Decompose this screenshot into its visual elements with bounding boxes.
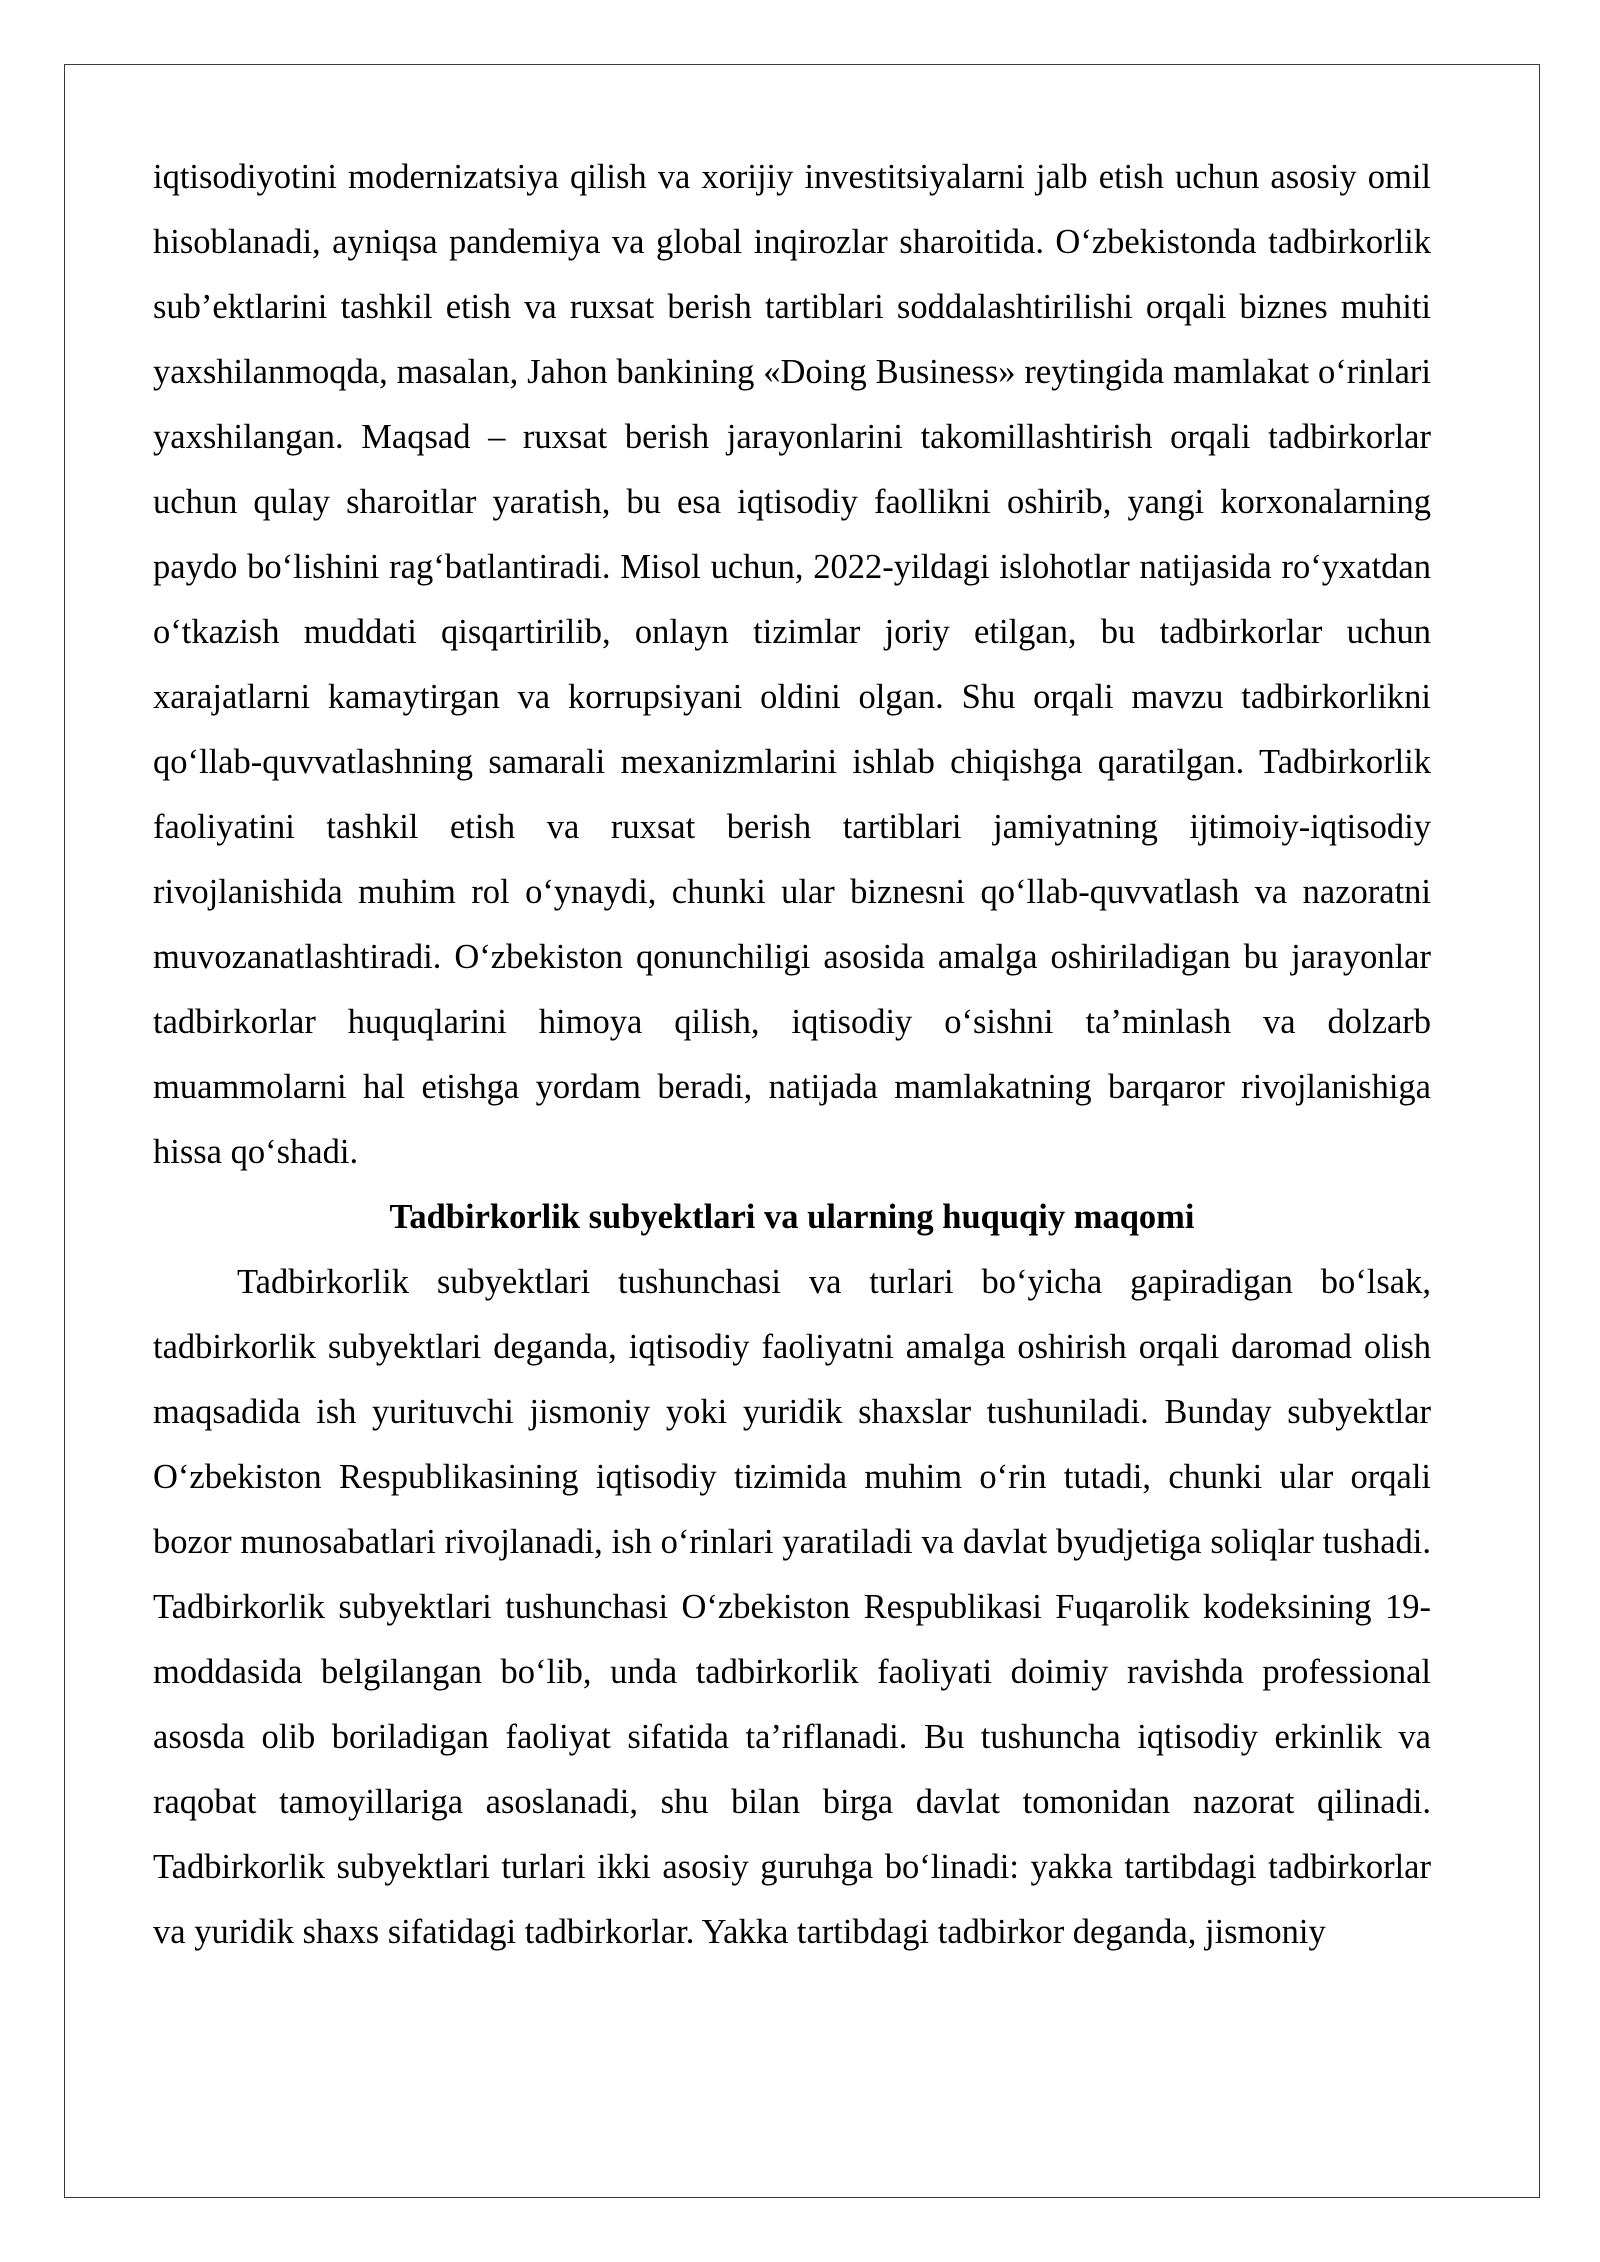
section-paragraph: Tadbirkorlik subyektlari tushunchasi va turlari bo‘yicha gapiradigan bo‘lsak, tadbirkorlik subyektlari deganda, iqtisodiy faoliyatni amalga oshirish orqali daromad olish maqsadida ish yurituvchi jismoniy yoki yuridik shaxslar tushuniladi. Bunday subyektlar O‘zbekiston Respublikasining iqtisodiy tizimida muhim o‘rin tutadi, chunki ular orqali bozor munosabatlari rivojlanadi, ish o‘rinlari yaratiladi va davlat byudjetiga soliqlar tushadi. Tadbirkorlik subyektlari tushunchasi O‘zbekiston Respublikasi Fuqarolik kodeksining 19-moddasida belgilangan bo‘lib, unda tadbirkorlik faoliyati doimiy ravishda professional asosda olib boriladigan faoliyat sifatida ta’riflanadi. Bu tushuncha iqtisodiy erkinlik va raqobat tamoyillariga asoslanadi, shu bilan birga davlat tomonidan nazorat qilinadi. Tadbirkorlik subyektlari turlari ikki asosiy guruhga bo‘linadi: yakka tartibdagi tadbirkorlar va yuridik shaxs sifatidagi tadbirkorlar. Yakka tartibdagi tadbirkor deganda, jismoniy [153, 1263, 1431, 1951]
intro-paragraph: iqtisodiyotini modernizatsiya qilish va xorijiy investitsiyalarni jalb etish uchun asosiy omil hisoblanadi, ayniqsa pandemiya va global inqirozlar sharoitida. O‘zbekistonda tadbirkorlik sub’ektlarini tashkil etish va ruxsat berish tartiblari soddalashtirilishi orqali biznes muhiti yaxshilanmoqda, masalan, Jahon bankining «Doing Business» reytingida mamlakat o‘rinlari yaxshilangan. Maqsad – ruxsat berish jarayonlarini takomillashtirish orqali tadbirkorlar uchun qulay sharoitlar yaratish, bu esa iqtisodiy faollikni oshirib, yangi korxonalarning paydo bo‘lishini rag‘batlantiradi. Misol uchun, 2022-yildagi islohotlar natijasida ro‘yxatdan o‘tkazish muddati qisqartirilib, onlayn tizimlar joriy etilgan, bu tadbirkorlar uchun xarajatlarni kamaytirgan va korrupsiyani oldini olgan. Shu orqali mavzu tadbirkorlikni qo‘llab-quvvatlashning samarali mexanizmlarini ishlab chiqishga qaratilgan. Tadbirkorlik faoliyatini tashkil etish va ruxsat berish tartiblari jamiyatning ijtimoiy-iqtisodiy rivojlanishida muhim rol o‘ynaydi, chunki ular biznesni qo‘llab-quvvatlash va nazoratni muvozanatlashtiradi. O‘zbekiston qonunchiligi asosida amalga oshiriladigan bu jarayonlar tadbirkorlar huquqlarini himoya qilish, iqtisodiy o‘sishni ta’minlash va dolzarb muammolarni hal etishga yordam beradi, natijada mamlakatning barqaror rivojlanishiga hissa qo‘shadi. [153, 158, 1431, 1171]
document-body [153, 145, 1431, 1965]
section-heading: Tadbirkorlik subyektlari va ularning huquqiy maqomi [389, 1198, 1195, 1236]
